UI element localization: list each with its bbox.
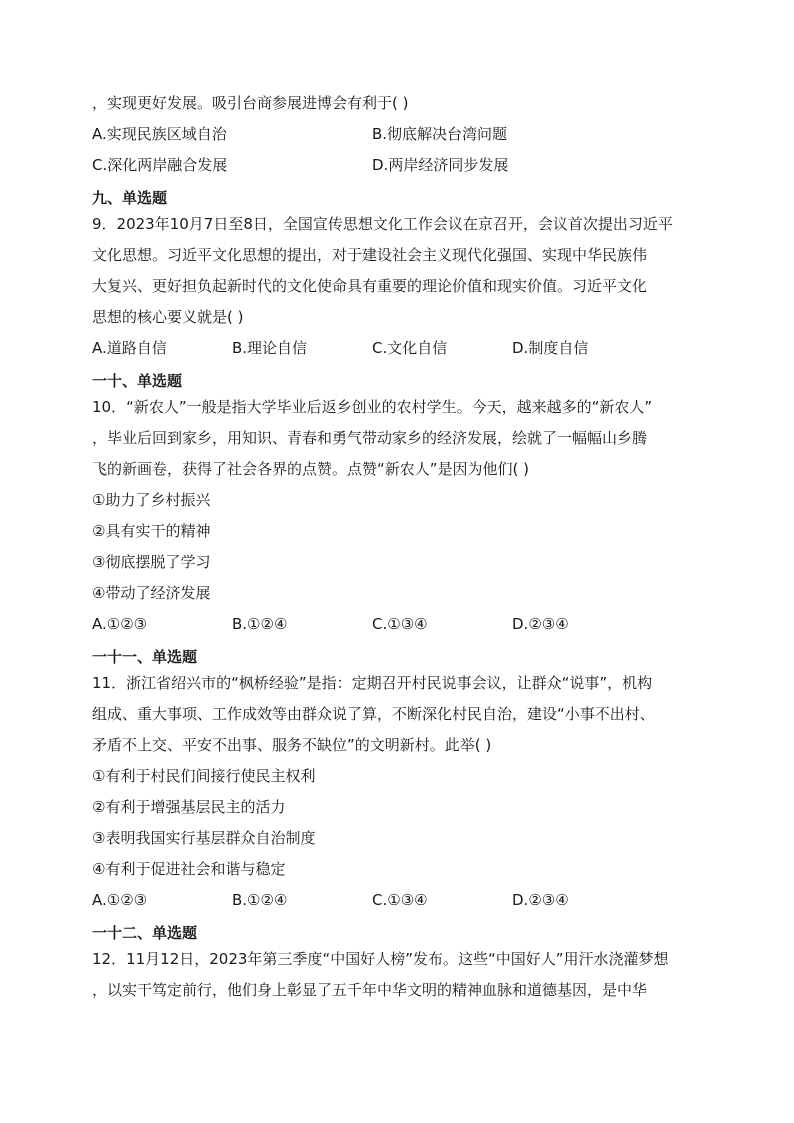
q10-options xyxy=(92,609,706,640)
q11-item: ④有利于促进社会和谐与稳定 xyxy=(92,860,286,878)
q8-option-a: A.实现民族区域自治 xyxy=(92,125,227,143)
q11-option-c: C.①③④ xyxy=(372,891,428,909)
q9-options xyxy=(92,333,706,364)
q10-stem-line: 飞的新画卷，获得了社会各界的点赞。点赞“新农人”是因为他们( ) xyxy=(92,460,530,478)
q10-option-d: D.②③④ xyxy=(512,615,569,633)
q8-stem-tail: ，实现更好发展。吸引台商参展进博会有利于( ) xyxy=(92,94,409,112)
q10-item: ②具有实干的精神 xyxy=(92,522,211,540)
q8-option-d: D.两岸经济同步发展 xyxy=(372,156,509,174)
q11-stem-line: 11．浙江省绍兴市的“枫桥经验”是指：定期召开村民说事会议，让群众“说事”，机构 xyxy=(92,674,653,692)
q10-item: ④带动了经济发展 xyxy=(92,584,211,602)
q8-option-b: B.彻底解决台湾问题 xyxy=(372,125,508,143)
q9-stem-line: 9．2023年10月7日至8日，全国宣传思想文化工作会议在京召开，会议首次提出习近平 xyxy=(92,215,673,233)
q9-option-b: B.理论自信 xyxy=(232,339,308,357)
q11-option-b: B.①②④ xyxy=(232,891,288,909)
q11-item: ③表明我国实行基层群众自治制度 xyxy=(92,829,316,847)
section-heading-11: 一十一、单选题 xyxy=(92,648,198,666)
q11-stem-line: 组成、重大事项、工作成效等由群众说了算，不断深化村民自治，建设“小事不出村、 xyxy=(92,705,655,723)
q11-option-a: A.①②③ xyxy=(92,891,148,909)
q9-stem-line: 大复兴、更好担负起新时代的文化使命具有重要的理论价值和现实价值。习近平文化 xyxy=(92,277,648,295)
q9-stem-line: 思想的核心要义就是( ) xyxy=(92,308,244,326)
q10-option-b: B.①②④ xyxy=(232,615,288,633)
q9-stem-line: 文化思想。习近平文化思想的提出，对于建设社会主义现代化强国、实现中华民族伟 xyxy=(92,246,648,264)
section-heading-12: 一十二、单选题 xyxy=(92,924,198,942)
q10-stem-line: ，毕业后回到家乡，用知识、青春和勇气带动家乡的经济发展，绘就了一幅幅山乡腾 xyxy=(92,429,648,447)
q11-option-d: D.②③④ xyxy=(512,891,569,909)
q8-option-c: C.深化两岸融合发展 xyxy=(92,156,228,174)
q8-options-row-1 xyxy=(92,119,706,150)
q12-stem-line: 12．11月12日，2023年第三季度“中国好人榜”发布。这些“中国好人”用汗水浇灌梦想 xyxy=(92,950,669,968)
q10-option-c: C.①③④ xyxy=(372,615,428,633)
q8-options-row-2 xyxy=(92,150,706,181)
section-heading-10: 一十、单选题 xyxy=(92,372,183,390)
q11-options xyxy=(92,885,706,916)
q10-item: ①助力了乡村振兴 xyxy=(92,491,211,509)
document-page xyxy=(92,88,706,1006)
q10-stem-line: 10．“新农人”一般是指大学毕业后返乡创业的农村学生。今天，越来越多的“新农人” xyxy=(92,398,653,416)
q11-item: ②有利于增强基层民主的活力 xyxy=(92,798,286,816)
q9-option-c: C.文化自信 xyxy=(372,339,448,357)
q10-option-a: A.①②③ xyxy=(92,615,148,633)
section-heading-9: 九、单选题 xyxy=(92,189,168,207)
q9-option-a: A.道路自信 xyxy=(92,339,167,357)
q11-item: ①有利于村民们间接行使民主权利 xyxy=(92,767,316,785)
q11-stem-line: 矛盾不上交、平安不出事、服务不缺位”的文明新村。此举( ) xyxy=(92,736,492,754)
q10-item: ③彻底摆脱了学习 xyxy=(92,553,211,571)
q9-option-d: D.制度自信 xyxy=(512,339,589,357)
q12-stem-line: ，以实干笃定前行，他们身上彰显了五千年中华文明的精神血脉和道德基因，是中华 xyxy=(92,981,648,999)
